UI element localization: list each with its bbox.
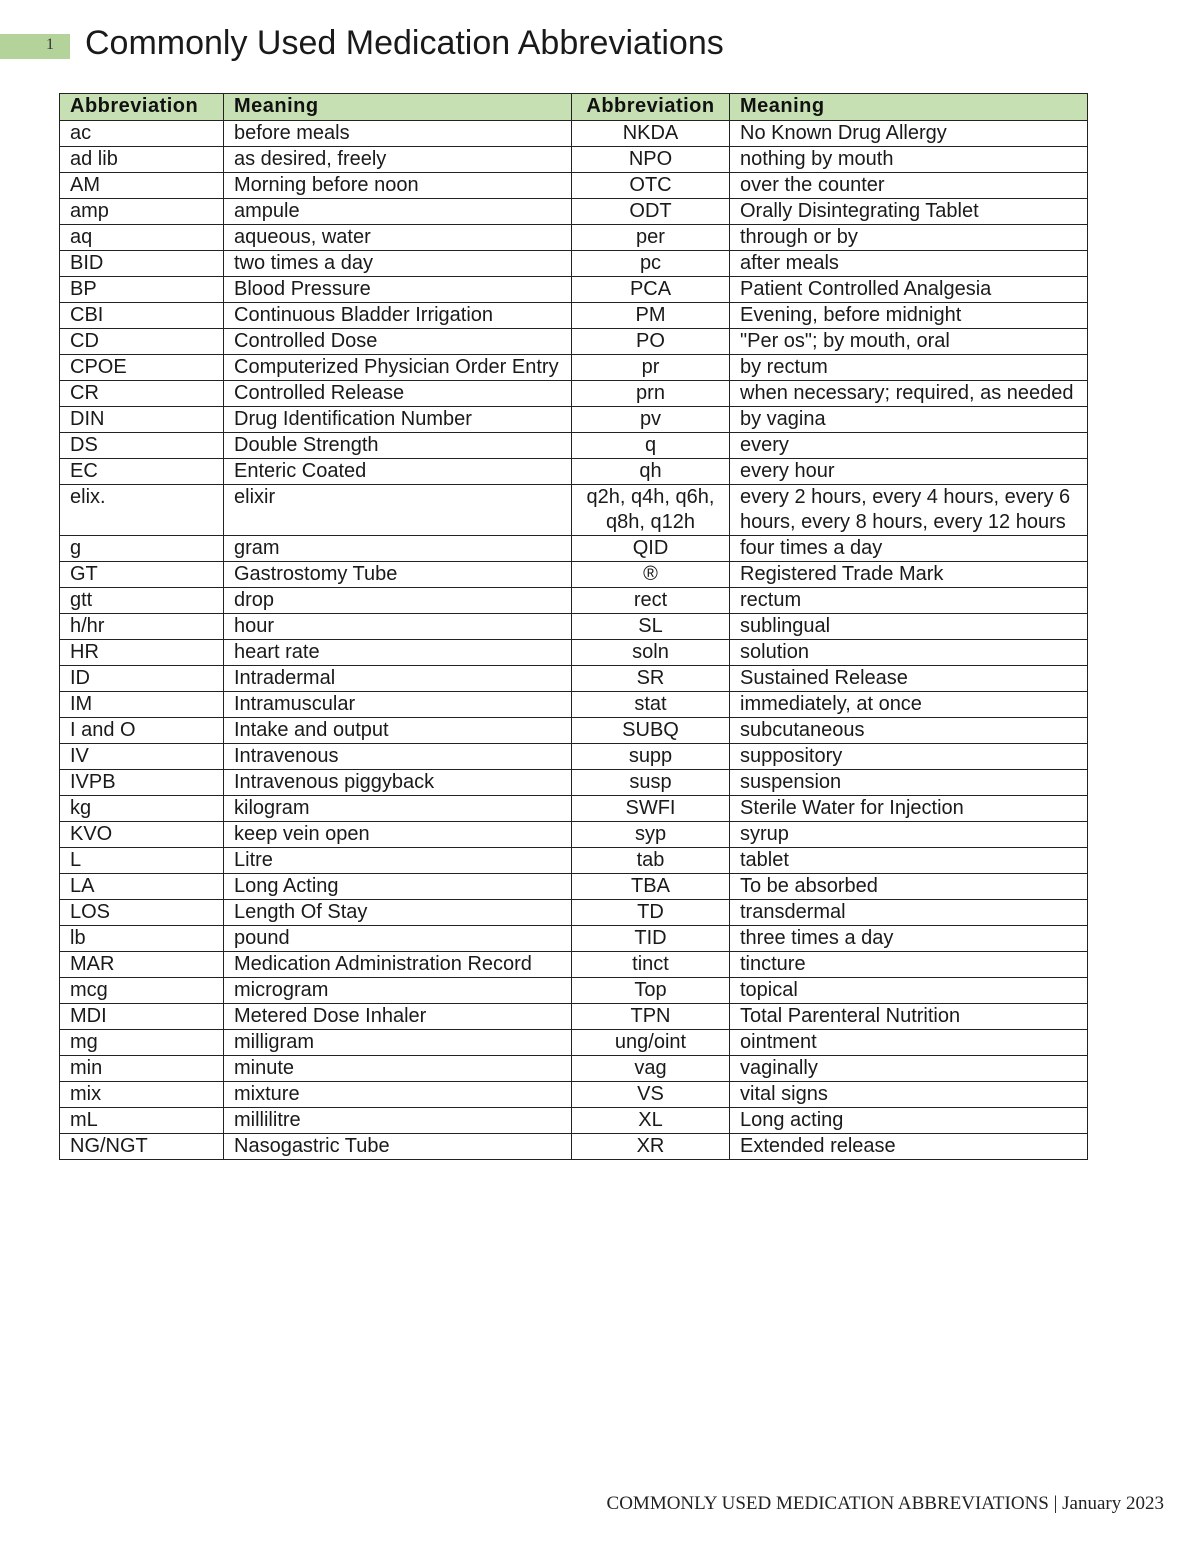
meaning-cell: Patient Controlled Analgesia [730,277,1088,303]
table-row [60,1004,1088,1030]
abbreviation-cell: pr [572,355,730,381]
table-row [60,407,1088,433]
meaning-cell: vital signs [730,1082,1088,1108]
meaning-cell: pound [224,926,572,952]
abbreviation-cell: pc [572,251,730,277]
meaning-cell: Intradermal [224,666,572,692]
abbreviation-cell: SUBQ [572,718,730,744]
abbreviation-cell: MAR [60,952,224,978]
abbreviation-cell: IVPB [60,770,224,796]
abbreviation-cell: SWFI [572,796,730,822]
abbreviation-cell: amp [60,199,224,225]
meaning-cell: Extended release [730,1134,1088,1160]
abbreviation-cell: TBA [572,874,730,900]
meaning-cell: tablet [730,848,1088,874]
meaning-cell: Length Of Stay [224,900,572,926]
abbreviation-cell: DIN [60,407,224,433]
table-row [60,666,1088,692]
table-row [60,978,1088,1004]
table-body [60,121,1088,1160]
meaning-cell: solution [730,640,1088,666]
abbreviation-cell: KVO [60,822,224,848]
table-row [60,926,1088,952]
abbreviation-cell: h/hr [60,614,224,640]
meaning-cell: Enteric Coated [224,459,572,485]
meaning-cell: suspension [730,770,1088,796]
abbreviation-cell: pv [572,407,730,433]
table-row [60,355,1088,381]
abbreviation-cell: aq [60,225,224,251]
meaning-cell: immediately, at once [730,692,1088,718]
meaning-cell: nothing by mouth [730,147,1088,173]
meaning-cell: sublingual [730,614,1088,640]
abbreviation-cell: kg [60,796,224,822]
abbreviation-cell: IV [60,744,224,770]
page-footer: COMMONLY USED MEDICATION ABBREVIATIONS | January 2023 [606,1493,1164,1514]
abbreviation-cell: mcg [60,978,224,1004]
table-row [60,1056,1088,1082]
table-row [60,952,1088,978]
page-title: Commonly Used Medication Abbreviations [85,24,724,62]
abbreviation-cell: GT [60,562,224,588]
abbreviation-cell: q2h, q4h, q6h, q8h, q12h [572,485,730,536]
meaning-cell: subcutaneous [730,718,1088,744]
abbreviation-cell: supp [572,744,730,770]
meaning-cell: Blood Pressure [224,277,572,303]
table-row [60,1134,1088,1160]
abbreviation-cell: Top [572,978,730,1004]
meaning-cell: kilogram [224,796,572,822]
table-row [60,173,1088,199]
table-row [60,796,1088,822]
meaning-cell: Double Strength [224,433,572,459]
table-row [60,614,1088,640]
meaning-cell: microgram [224,978,572,1004]
abbreviation-cell: vag [572,1056,730,1082]
header-meaning-left: Meaning [224,94,572,121]
meaning-cell: by rectum [730,355,1088,381]
abbreviation-cell: susp [572,770,730,796]
meaning-cell: Metered Dose Inhaler [224,1004,572,1030]
abbreviation-cell: tab [572,848,730,874]
meaning-cell: transdermal [730,900,1088,926]
abbreviation-cell: IM [60,692,224,718]
table-row [60,848,1088,874]
table-row [60,874,1088,900]
abbreviation-cell: mL [60,1108,224,1134]
page-number-band [0,34,70,59]
meaning-cell: every hour [730,459,1088,485]
abbreviation-cell: per [572,225,730,251]
meaning-cell: milligram [224,1030,572,1056]
abbreviation-cell: syp [572,822,730,848]
abbreviation-cell: EC [60,459,224,485]
abbreviation-cell: mix [60,1082,224,1108]
meaning-cell: elixir [224,485,572,536]
table-row [60,692,1088,718]
meaning-cell: suppository [730,744,1088,770]
meaning-cell: tincture [730,952,1088,978]
abbreviation-cell: TID [572,926,730,952]
table-row [60,744,1088,770]
meaning-cell: Morning before noon [224,173,572,199]
abbreviation-cell: MDI [60,1004,224,1030]
table-row [60,303,1088,329]
meaning-cell: Orally Disintegrating Tablet [730,199,1088,225]
abbreviation-cell: XR [572,1134,730,1160]
meaning-cell: To be absorbed [730,874,1088,900]
abbreviation-cell: ung/oint [572,1030,730,1056]
header-meaning-right: Meaning [730,94,1088,121]
abbreviation-cell: LOS [60,900,224,926]
abbreviation-cell: rect [572,588,730,614]
table-row [60,433,1088,459]
table-row [60,718,1088,744]
abbreviation-cell: mg [60,1030,224,1056]
meaning-cell: No Known Drug Allergy [730,121,1088,147]
meaning-cell: drop [224,588,572,614]
header-abbreviation-left: Abbreviation [60,94,224,121]
meaning-cell: keep vein open [224,822,572,848]
meaning-cell: ointment [730,1030,1088,1056]
table-row [60,1082,1088,1108]
meaning-cell: Total Parenteral Nutrition [730,1004,1088,1030]
abbreviation-cell: AM [60,173,224,199]
meaning-cell: Evening, before midnight [730,303,1088,329]
meaning-cell: aqueous, water [224,225,572,251]
table-row [60,1108,1088,1134]
abbreviation-cell: soln [572,640,730,666]
table-row [60,640,1088,666]
abbreviation-cell: QID [572,536,730,562]
abbreviation-cell: CPOE [60,355,224,381]
page-number: 1 [46,36,54,53]
table-row [60,588,1088,614]
table-row [60,822,1088,848]
abbreviation-cell: lb [60,926,224,952]
table-row [60,225,1088,251]
abbreviation-cell: PM [572,303,730,329]
meaning-cell: ampule [224,199,572,225]
abbreviation-cell: ID [60,666,224,692]
abbreviation-cell: prn [572,381,730,407]
table-row [60,147,1088,173]
abbreviation-cell: VS [572,1082,730,1108]
meaning-cell: every 2 hours, every 4 hours, every 6 hours, every 8 hours, every 12 hours [730,485,1088,536]
abbreviation-cell: ® [572,562,730,588]
meaning-cell: Computerized Physician Order Entry [224,355,572,381]
abbreviation-cell: BID [60,251,224,277]
table-row [60,536,1088,562]
meaning-cell: mixture [224,1082,572,1108]
abbreviation-cell: ODT [572,199,730,225]
meaning-cell: two times a day [224,251,572,277]
abbreviation-cell: BP [60,277,224,303]
abbreviation-cell: NKDA [572,121,730,147]
abbreviation-table [59,93,1088,1160]
meaning-cell: four times a day [730,536,1088,562]
meaning-cell: Medication Administration Record [224,952,572,978]
meaning-cell: gram [224,536,572,562]
meaning-cell: Registered Trade Mark [730,562,1088,588]
meaning-cell: every [730,433,1088,459]
abbreviation-cell: tinct [572,952,730,978]
table-row [60,900,1088,926]
meaning-cell: through or by [730,225,1088,251]
meaning-cell: Litre [224,848,572,874]
meaning-cell: as desired, freely [224,147,572,173]
abbreviation-cell: OTC [572,173,730,199]
header-abbreviation-right: Abbreviation [572,94,730,121]
abbreviation-cell: TPN [572,1004,730,1030]
meaning-cell: Nasogastric Tube [224,1134,572,1160]
table-row [60,121,1088,147]
abbreviation-cell: NG/NGT [60,1134,224,1160]
abbreviation-cell: PCA [572,277,730,303]
meaning-cell: Intravenous [224,744,572,770]
meaning-cell: heart rate [224,640,572,666]
meaning-cell: after meals [730,251,1088,277]
meaning-cell: Sustained Release [730,666,1088,692]
abbreviation-cell: HR [60,640,224,666]
meaning-cell: over the counter [730,173,1088,199]
abbreviation-cell: ad lib [60,147,224,173]
table-row [60,485,1088,536]
meaning-cell: vaginally [730,1056,1088,1082]
meaning-cell: millilitre [224,1108,572,1134]
meaning-cell: Sterile Water for Injection [730,796,1088,822]
meaning-cell: hour [224,614,572,640]
table-header-row [60,94,1088,121]
abbreviation-cell: DS [60,433,224,459]
table-row [60,251,1088,277]
table-row [60,1030,1088,1056]
table-row [60,277,1088,303]
meaning-cell: Intravenous piggyback [224,770,572,796]
meaning-cell: three times a day [730,926,1088,952]
meaning-cell: rectum [730,588,1088,614]
meaning-cell: Controlled Dose [224,329,572,355]
meaning-cell: Intramuscular [224,692,572,718]
abbreviation-cell: CR [60,381,224,407]
abbreviation-cell: g [60,536,224,562]
abbreviation-cell: XL [572,1108,730,1134]
abbreviation-cell: CD [60,329,224,355]
meaning-cell: Drug Identification Number [224,407,572,433]
meaning-cell: by vagina [730,407,1088,433]
meaning-cell: Intake and output [224,718,572,744]
abbreviation-cell: I and O [60,718,224,744]
abbreviation-cell: SL [572,614,730,640]
abbreviation-cell: LA [60,874,224,900]
table-row [60,329,1088,355]
meaning-cell: topical [730,978,1088,1004]
table-row [60,381,1088,407]
meaning-cell: Long acting [730,1108,1088,1134]
meaning-cell: syrup [730,822,1088,848]
meaning-cell: Long Acting [224,874,572,900]
abbreviation-cell: PO [572,329,730,355]
table-row [60,770,1088,796]
abbreviation-cell: ac [60,121,224,147]
abbreviation-cell: TD [572,900,730,926]
abbreviation-cell: q [572,433,730,459]
meaning-cell: Continuous Bladder Irrigation [224,303,572,329]
abbreviation-cell: elix. [60,485,224,536]
table-row [60,199,1088,225]
meaning-cell: Gastrostomy Tube [224,562,572,588]
meaning-cell: Controlled Release [224,381,572,407]
table-row [60,459,1088,485]
abbreviation-cell: stat [572,692,730,718]
table-row [60,562,1088,588]
abbreviation-cell: L [60,848,224,874]
abbreviation-cell: min [60,1056,224,1082]
meaning-cell: minute [224,1056,572,1082]
abbreviation-cell: qh [572,459,730,485]
abbreviation-cell: gtt [60,588,224,614]
abbreviation-cell: CBI [60,303,224,329]
meaning-cell: when necessary; required, as needed [730,381,1088,407]
meaning-cell: before meals [224,121,572,147]
abbreviation-cell: NPO [572,147,730,173]
abbreviation-cell: SR [572,666,730,692]
meaning-cell: "Per os"; by mouth, oral [730,329,1088,355]
